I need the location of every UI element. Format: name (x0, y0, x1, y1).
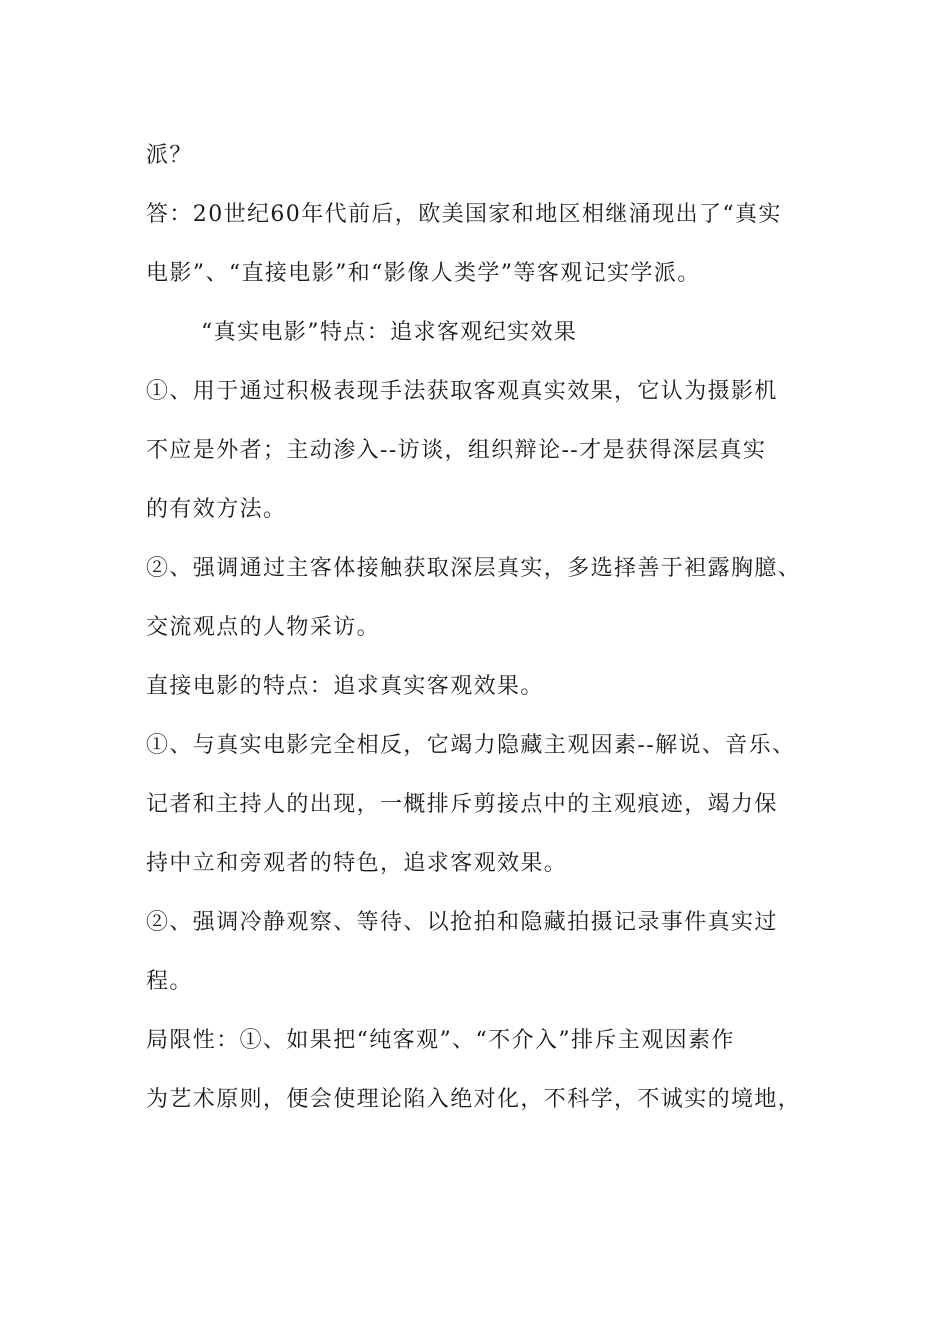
text-line: 的有效方法。 (146, 497, 287, 522)
text-line: 记者和主持人的出现，一概排斥剪接点中的主观痕迹，竭力保 (146, 792, 778, 817)
paragraph-limitations (146, 1011, 826, 1129)
text-line: 答：20世纪60年代前后，欧美国家和地区相继涌现出了“真实 (146, 202, 782, 227)
text-line: 局限性：①、如果把“纯客观”、“不介入”排斥主观因素作 (146, 1028, 735, 1053)
text-line: 交流观点的人物采访。 (146, 615, 381, 640)
paragraph-cinema-verite-point-1 (146, 362, 826, 539)
text-line: 电影”、“直接电影”和“影像人类学”等客观记实学派。 (146, 261, 701, 286)
document-body (146, 126, 826, 1129)
paragraph-answer-intro (146, 185, 826, 303)
paragraph-direct-cinema-point-1 (146, 716, 826, 893)
paragraph-question-end (146, 126, 826, 185)
text-line: 持中立和旁观者的特色，追求客观效果。 (146, 851, 568, 876)
text-line: 程。 (146, 969, 193, 994)
text-line: “真实电影”特点：追求客观纪实效果 (201, 320, 578, 345)
text-line: ①、用于通过积极表现手法获取客观真实效果，它认为摄影机 (146, 379, 778, 404)
text-line: 派？ (146, 143, 193, 168)
text-line: ②、强调通过主客体接触获取深层真实，多选择善于袒露胸臆、 (146, 556, 802, 581)
paragraph-cinema-verite-point-2 (146, 539, 826, 657)
text-line: ①、与真实电影完全相反，它竭力隐藏主观因素--解说、音乐、 (146, 733, 796, 758)
paragraph-direct-cinema-heading (146, 657, 826, 716)
text-line: ②、强调冷静观察、等待、以抢拍和隐藏拍摄记录事件真实过 (146, 910, 778, 935)
text-line: 不应是外者；主动渗入--访谈，组织辩论--才是获得深层真实 (146, 438, 767, 463)
paragraph-direct-cinema-point-2 (146, 893, 826, 1011)
paragraph-cinema-verite-heading (146, 303, 826, 362)
text-line: 直接电影的特点：追求真实客观效果。 (146, 674, 544, 699)
text-line: 为艺术原则，便会使理论陷入绝对化，不科学，不诚实的境地， (146, 1087, 802, 1112)
